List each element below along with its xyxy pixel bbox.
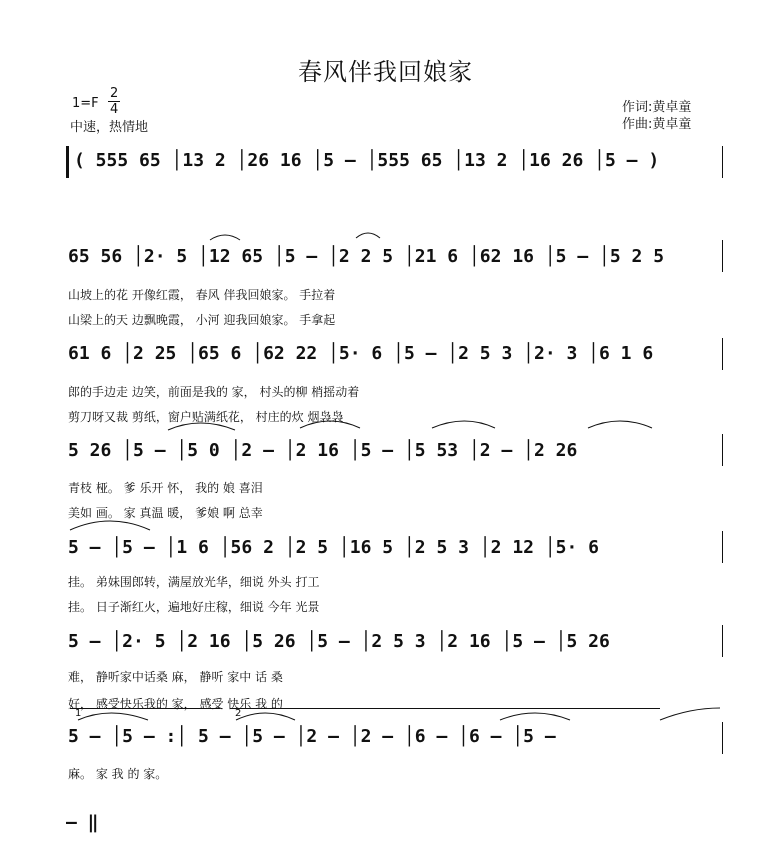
- notation-row-6: 5 – │2· 5 │2 16 │5 26 │5 – │2 5 3 │2 16 │5 – │5 26: [68, 631, 610, 652]
- tie-arc: [588, 421, 652, 428]
- song-title: 春风伴我回娘家: [298, 58, 473, 86]
- notation-row-5: 5 – │5 – │1 6 │56 2 │2 5 │16 5 │2 5 3 │2 12 │5· 6: [68, 537, 600, 558]
- tie-arc: [356, 233, 380, 238]
- tie-arc: [660, 708, 720, 720]
- notation-row-7: 5 – │5 – :│ 5 – │5 – │2 – │2 – │6 – │6 – │5 –: [68, 726, 556, 747]
- tie-arc: [168, 423, 235, 430]
- tie-arc: [432, 421, 495, 428]
- time-signature-bottom: 4: [110, 102, 119, 117]
- tie-arc: [236, 713, 295, 720]
- lyric-verse-1-row-3: 郎的手边走 边笑，前面是我的 家， 村头的柳 梢摇动着: [68, 385, 360, 399]
- lyric-verse-1-row-4: 青枝 桠。 爹 乐开 怀， 我的 娘 喜泪: [68, 481, 263, 495]
- notation-row-4: 5 26 │5 – │5 0 │2 – │2 16 │5 – │5 53 │2 – │2 26: [68, 440, 578, 461]
- lyric-verse-2-row-5: 挂。 日子渐红火，遍地好庄稼，细说 今年 光景: [68, 600, 320, 614]
- composer-credit: 作曲:黄卓童: [622, 117, 692, 132]
- tie-arc: [210, 235, 240, 240]
- key-signature: 1=F: [72, 96, 99, 111]
- lyric-verse-1-row-2: 山坡上的花 开像红霞， 春风 伴我回娘家。 手拉着: [68, 288, 336, 302]
- volta-1-label: 1: [75, 708, 82, 719]
- notation-row-1: ( 555 65 │13 2 │26 16 │5 – │555 65 │13 2 │16 26 │5 – ): [74, 150, 660, 171]
- notation-row-3: 61 6 │2 25 │65 6 │62 22 │5· 6 │5 – │2 5 3 │2· 3 │6 1 6: [68, 343, 654, 364]
- lyric-verse-1-row-6: 难， 静听家中话桑 麻， 静听 家中 话 桑: [68, 670, 283, 684]
- final-barline: – ‖: [66, 812, 99, 833]
- tie-arc: [70, 521, 150, 530]
- time-signature-top: 2: [110, 86, 119, 101]
- tie-arc: [300, 421, 360, 428]
- tie-arc: [78, 713, 148, 720]
- lyricist-credit: 作词:黄卓童: [622, 100, 692, 115]
- lyric-verse-2-row-6: 好， 感受快乐我的 家， 感受 快乐 我 的: [68, 697, 283, 711]
- lyric-verse-2-row-3: 剪刀呀又裁 剪纸，窗户贴满纸花， 村庄的炊 烟袅袅: [68, 410, 344, 424]
- lyric-verse-2-row-2: 山梁上的天 边飘晚霞， 小河 迎我回娘家。 手拿起: [68, 313, 336, 327]
- notation-row-2: 65 56 │2· 5 │12 65 │5 – │2 2 5 │21 6 │62 16 │5 – │5 2 5: [68, 246, 665, 267]
- volta-2-label: 2: [235, 708, 242, 719]
- lyric-verse-2-row-4: 美如 画。 家 真温 暖， 爹娘 啊 总幸: [68, 506, 263, 520]
- lyric-row-7: 麻。 家 我 的 家。: [68, 767, 168, 781]
- lyric-verse-1-row-5: 挂。 弟妹围郎转，满屋放光华，细说 外头 打工: [68, 575, 320, 589]
- tie-arc: [500, 713, 570, 720]
- tempo-marking: 中速，热情地: [70, 120, 149, 135]
